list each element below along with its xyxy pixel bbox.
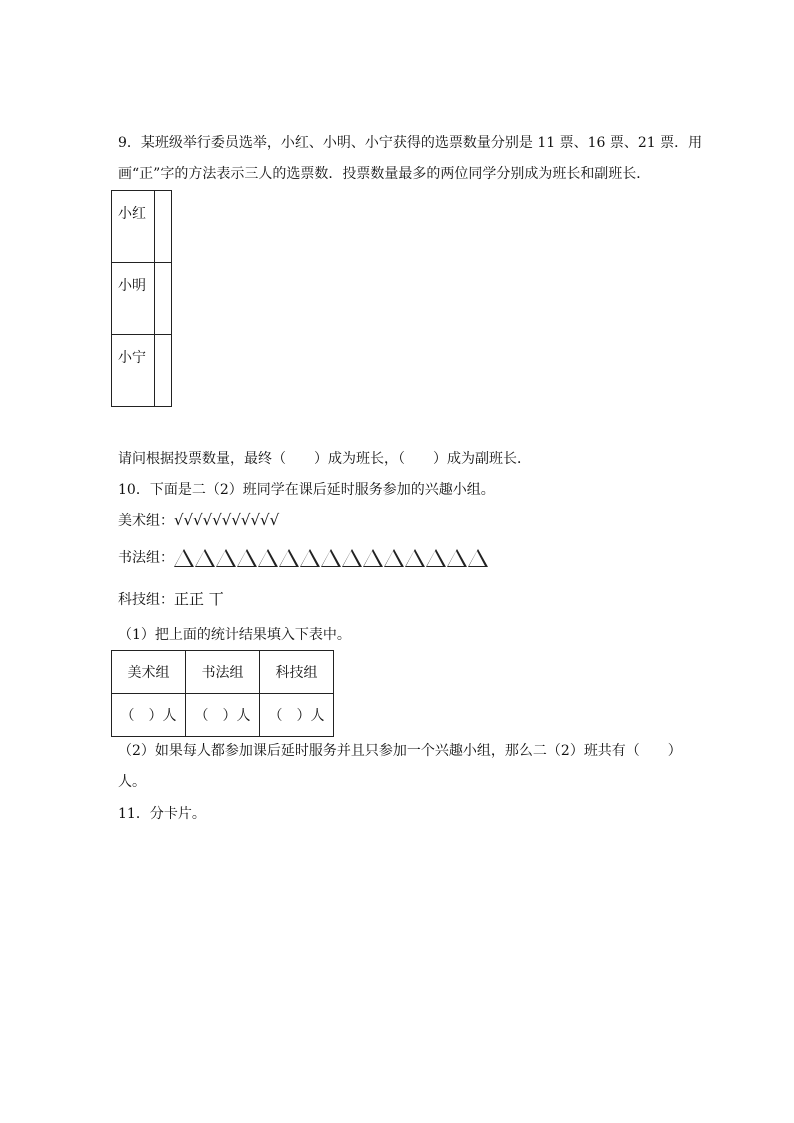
candidate-name: 小红 xyxy=(112,191,155,263)
triangle-icon xyxy=(258,549,278,567)
triangle-icon xyxy=(195,549,215,567)
triangle-icon xyxy=(174,549,194,567)
answer-cell[interactable]: （ ）人 xyxy=(112,694,186,737)
triangle-icon xyxy=(216,549,236,567)
q10-part1: （1）把上面的统计结果填入下表中。 xyxy=(118,627,351,643)
triangle-icon xyxy=(363,549,383,567)
calligraphy-group-line xyxy=(118,548,488,568)
group-count-table xyxy=(111,650,334,737)
table-header: 美术组 xyxy=(112,651,186,694)
triangle-icon xyxy=(342,549,362,567)
table-row xyxy=(112,694,334,737)
table-row xyxy=(112,335,172,407)
art-checkmarks: √√√√√√√√√√√ xyxy=(174,511,280,529)
q10-title: 10．下面是二（2）班同学在课后延时服务参加的兴趣小组。 xyxy=(118,482,495,498)
art-group-label: 美术组： xyxy=(118,513,174,529)
art-group-line xyxy=(118,510,279,531)
vote-tally-table xyxy=(111,190,172,407)
candidate-name: 小明 xyxy=(112,263,155,335)
tech-group-line xyxy=(118,589,224,610)
candidate-name: 小宁 xyxy=(112,335,155,407)
triangle-icon xyxy=(279,549,299,567)
table-header-row xyxy=(112,651,334,694)
triangle-icon xyxy=(384,549,404,567)
triangle-icon xyxy=(468,549,488,567)
tally-cell[interactable] xyxy=(155,191,172,263)
tally-cell[interactable] xyxy=(155,335,172,407)
triangle-icon xyxy=(300,549,320,567)
q10-part2-line1: （2）如果每人都参加课后延时服务并且只参加一个兴趣小组，那么二（2）班共有（ ） xyxy=(118,743,682,759)
tech-group-label: 科技组： xyxy=(118,592,174,608)
table-row xyxy=(112,191,172,263)
q11-title: 11．分卡片。 xyxy=(118,806,206,822)
q9-text-line2: 画“正”字的方法表示三人的选票数．投票数量最多的两位同学分别成为班长和副班长． xyxy=(118,166,651,182)
tech-tally-marks: 正正 丅 xyxy=(174,590,224,608)
table-row xyxy=(112,263,172,335)
triangle-icon xyxy=(426,549,446,567)
calligraphy-group-label: 书法组： xyxy=(118,550,174,566)
q9-text-line1: 9．某班级举行委员选举，小红、小明、小宁获得的选票数量分别是 11 票、16 票、21 票．用 xyxy=(118,135,703,151)
table-header: 科技组 xyxy=(260,651,334,694)
answer-cell[interactable]: （ ）人 xyxy=(260,694,334,737)
tally-cell[interactable] xyxy=(155,263,172,335)
triangle-icon xyxy=(405,549,425,567)
triangle-icon xyxy=(237,549,257,567)
q10-part2-line2: 人。 xyxy=(118,774,146,790)
triangle-icon xyxy=(321,549,341,567)
table-header: 书法组 xyxy=(186,651,260,694)
q9-question: 请问根据投票数量，最终（ ）成为班长，（ ）成为副班长． xyxy=(118,451,531,467)
calligraphy-triangles xyxy=(174,549,488,567)
triangle-icon xyxy=(447,549,467,567)
answer-cell[interactable]: （ ）人 xyxy=(186,694,260,737)
